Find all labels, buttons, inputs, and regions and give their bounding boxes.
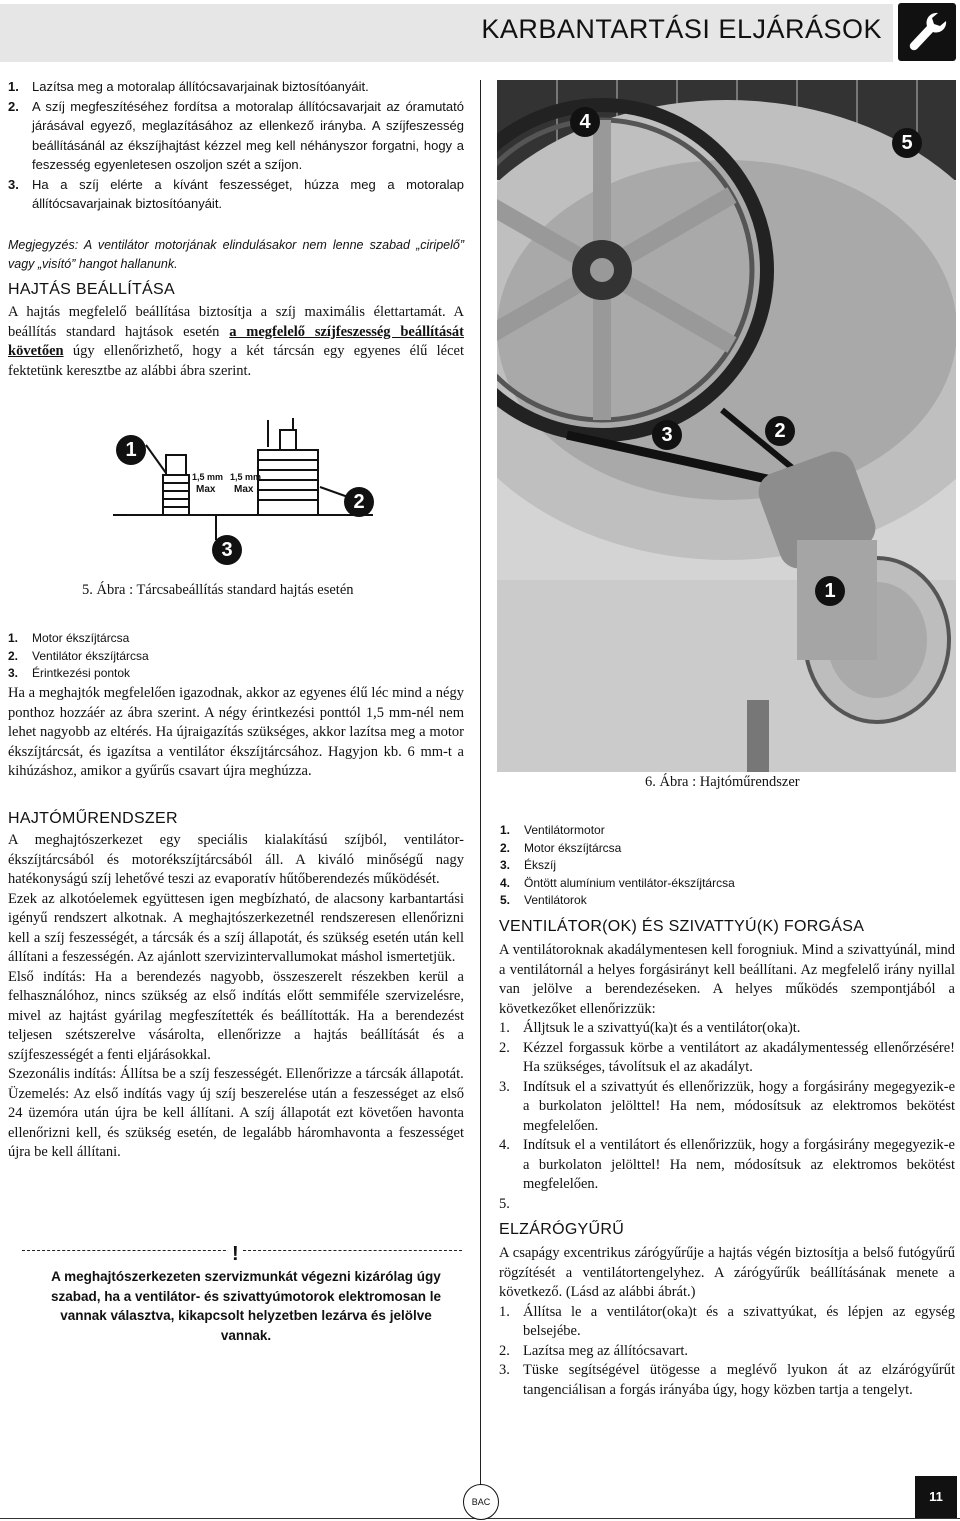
list-item: 4. Öntött alumínium ventilátor-ékszíjtárcsa [500, 875, 735, 890]
figure-5-legend [8, 630, 464, 683]
list-item: 2. Ventilátor ékszíjtárcsa [8, 648, 149, 663]
list-item: 2. Motor ékszíjtárcsa [500, 840, 622, 855]
note: Megjegyzés: A ventilátor motorjának elindulásakor nem lenne szabad „ciripelő” vagy „visító” hangot hallanunk. [8, 238, 464, 271]
list-item: 4. Indítsuk el a ventilátort és ellenőrizzük, hogy a forgásirány megegyezik-e a burkolaton jelölttel! Ha nem, módosítsuk az elektromos bekötést megfelelően. [499, 1137, 955, 1192]
lockring-text: A csapágy excentrikus zárógyűrűje a hajtás végén biztosítja a belső futógyűrű rögzítését a ventilátortengelyhez. A zárógyűrűk beállításának menete a következő. (Lásd az alábbi ábrát.) 1. Állítsa le a ventilátor(oka)t és a szivattyúkat, és lépjen az egység belsejébe. 2. Lazítsa meg az állítócsavart. 3. Tüske segítségével ütögesse a meglévő lyukon át az elzárógyűrűt tangenciálisan a forgás irányába úgy, hogy közben tartja a tengelyt. [499, 1244, 955, 1400]
figure-6-drive-photo [497, 80, 956, 772]
list-item: 3. Ha a szíj elérte a kívánt feszességet, húzza meg a motoralap állítócsavarjainak biztosítóanyáit. [8, 176, 464, 211]
section-title-lockring: ELZÁRÓGYŰRŰ [499, 1221, 625, 1238]
warning-text: A meghajtószerkezeten szervizmunkát végezni kizárólag úgy szabad, ha a ventilátor- és szivattyúmotorok elektromosan le vannak választva, kikapcsolt helyzetben lezárva és jelölve vannak. [50, 1269, 442, 1343]
callout-3: 3 [652, 420, 682, 450]
alignment-text: Ha a meghajtók megfelelően igazodnak, akkor az egyenes élű léc mind a négy ponthoz hozzáér az ábra szerint. A négy érintkezési ponttól 1,5 mm-nél nem lehet nagyobb az eltérés. Ha újraigazítás szükséges, akkor lazítsa meg a motor ékszíjtárcsát, és igazítsa a ventilátor ékszíjtárcsához. Hagyjon kb. 6 mm-t a kihúzáshoz, amikor a gyűrűs csavart újra meghúzza. [8, 685, 464, 779]
gap-label: 1,5 mm [192, 472, 224, 482]
gap-max-label: Max [196, 484, 216, 495]
warning-icon: ! [228, 1243, 243, 1266]
list-item: 5. Ventilátorok [500, 893, 587, 907]
figure-5-caption: 5. Ábra : Tárcsabeállítás standard hajtás esetén [82, 582, 354, 598]
callout-2: 2 [344, 487, 374, 517]
figure-6-legend [500, 822, 956, 910]
drive-adjust-text: A hajtás megfelelő beállítása biztosítja a szíj maximális élettartamát. A beállítás standard hajtások esetén a megfelelő szíjfeszesség beállítását követően úgy ellenőrizhető, hogy a két tárcsán egy egyenes élű lécet fektetünk keresztbe az alábbi ábra szerint. [8, 304, 464, 379]
list-item: 2. Kézzel forgassuk körbe a ventilátort az akadálymentesség ellenőrzésére! Ha szükséges, távolítsuk el az akadályt. [499, 1039, 955, 1075]
figure-6-caption: 6. Ábra : Hajtóműrendszer [645, 774, 800, 790]
list-item: 2. Lazítsa meg az állítócsavart. [499, 1342, 689, 1359]
callout-1: 1 [815, 576, 845, 606]
list-item: 3. Tüske segítségével ütögesse a meglévő lyukon át az elzárógyűrűt tangenciálisan a forgás irányába úgy, hogy közben tartja a tengelyt. [499, 1362, 955, 1398]
gap-label: 1,5 mm [230, 472, 262, 482]
callout-1: 1 [116, 435, 146, 465]
figure-5-pulley-alignment [108, 415, 378, 575]
section-title-drive-system: HAJTÓMŰRENDSZER [8, 810, 178, 827]
list-item: 3. Indítsuk el a szivattyút és ellenőrizzük, hogy a forgásirány megegyezik-e a burkolaton jelölttel! Ha nem, módosítsuk az elektromos bekötést megfelelően. [499, 1078, 955, 1134]
rotation-text: A ventilátoroknak akadálymentesen kell forogniuk. Mind a szivattyúnál, mind a ventilátornál a helyes forgásirányt kell beállítani. Az megfelelő irány nyillal van jelölve a berendezéseken. A helyes működés szempontjából a következőket ellenőrizzük: 1. Álljtsuk le a szivattyú(ka)t és a ventilátor(oka)t. 2. Kézzel forgassuk körbe a ventilátort az akadálymentesség ellenőrzésére! Ha szükséges, távolítsuk el az akadályt. 3. Indítsuk el a szivattyút és ellenőrizzük, hogy a forgásirány megegyezik-e a burkolaton jelölttel! Ha nem, módosítsuk az elektromos bekötést megfelelően. 4. Indítsuk el a ventilátort és ellenőrizzük, hogy a forgásirány megegyezik-e a burkolaton jelölttel! Ha nem, módosítsuk az elektromos bekötést megfelelően. 5. [499, 942, 955, 1212]
bac-logo: BAC [463, 1484, 499, 1520]
wrench-icon [898, 3, 956, 61]
list-item: 1. Állítsa le a ventilátor(oka)t és a szivattyúkat, és lépjen az egység belsejébe. [499, 1303, 955, 1339]
section-title-rotation: VENTILÁTOR(OK) ÉS SZIVATTYÚ(K) FORGÁSA [499, 918, 865, 935]
list-item: 1. Lazítsa meg a motoralap állítócsavarjainak biztosítóanyáit. [8, 79, 369, 94]
list-item: 1. Álljtsuk le a szivattyú(ka)t és a ventilátor(oka)t. [499, 1020, 801, 1036]
callout-2: 2 [765, 416, 795, 446]
list-item: 1. Ventilátormotor [500, 823, 605, 837]
steps-top [8, 77, 464, 214]
callout-3: 3 [212, 535, 242, 565]
gap-max-label: Max [234, 484, 254, 495]
drive-system-text: A meghajtószerkezet egy speciális kialakítású szíjból, ventilátor-ékszíjtárcsából és motorékszíjtárcsából áll. A kiváló minőségű nagy hatékonyságú szíj lehetővé teszi az evaporatív hűtőberendezés működését. Ezek az alkotóelemek együttesen igen megbízható, de alacsony karbantartási igényű rendszert alkotnak. A meghajtószerkezetnél rendszeresen ellenőrizni kell a szíj feszességét, a tárcsák és a szíj állapotát, és szükség esetén után kell állítani a feszességén. Az ajánlott szervizintervallumokat máshol ismertetjük. Első indítás: Ha a berendezés nagyobb, összeszerelt részekben kerül a felhasználóhoz, nincs szükség az első indítás előtt semmiféle szervizelésre, mivel az hajtást gyárilag megfeszítették és beállították. Ha a berendezést teljesen szétszerelve vásárolta, ellenőrizze a hajtás beállítását és a szíjfeszességét a fenti eljárásokkal. Szezonális indítás: Állítsa be a szíj feszességét. Ellenőrizze a tárcsák állapotát. Üzemelés: Az első indítás vagy új szíj beszerelése után a feszességet az első 24 üzemóra után újra be kell állítani. A szíj állapotát ezt követően havonta ellenőrizni kell, és szükség esetén, de legalább háromhavonta a feszességet újra be kell állítani. [8, 832, 464, 1160]
list-item: 3. Ékszíj [500, 858, 557, 872]
page-number: 11 [915, 1476, 957, 1518]
callout-4: 4 [570, 107, 600, 137]
column-divider [480, 80, 481, 1485]
list-item: 1. Motor ékszíjtárcsa [8, 631, 130, 645]
section-title-drive-adjust: HAJTÁS BEÁLLÍTÁSA [8, 281, 175, 298]
page-title: KARBANTARTÁSI ELJÁRÁSOK [481, 14, 882, 44]
callout-5: 5 [892, 128, 922, 158]
list-item: 3. Érintkezési pontok [8, 666, 131, 680]
list-item: 2. A szíj megfeszítéséhez fordítsa a motoralap állítócsavarjait az óramutató járásával egyező, meglazításához az ellenkező irányba. A szíjfeszesség beállításánál az ékszíjhajtást kézzel meg kell néhányszor forgatni, hogy a feszesség egyenletesen oszoljon szét a szíjon. [8, 98, 464, 172]
